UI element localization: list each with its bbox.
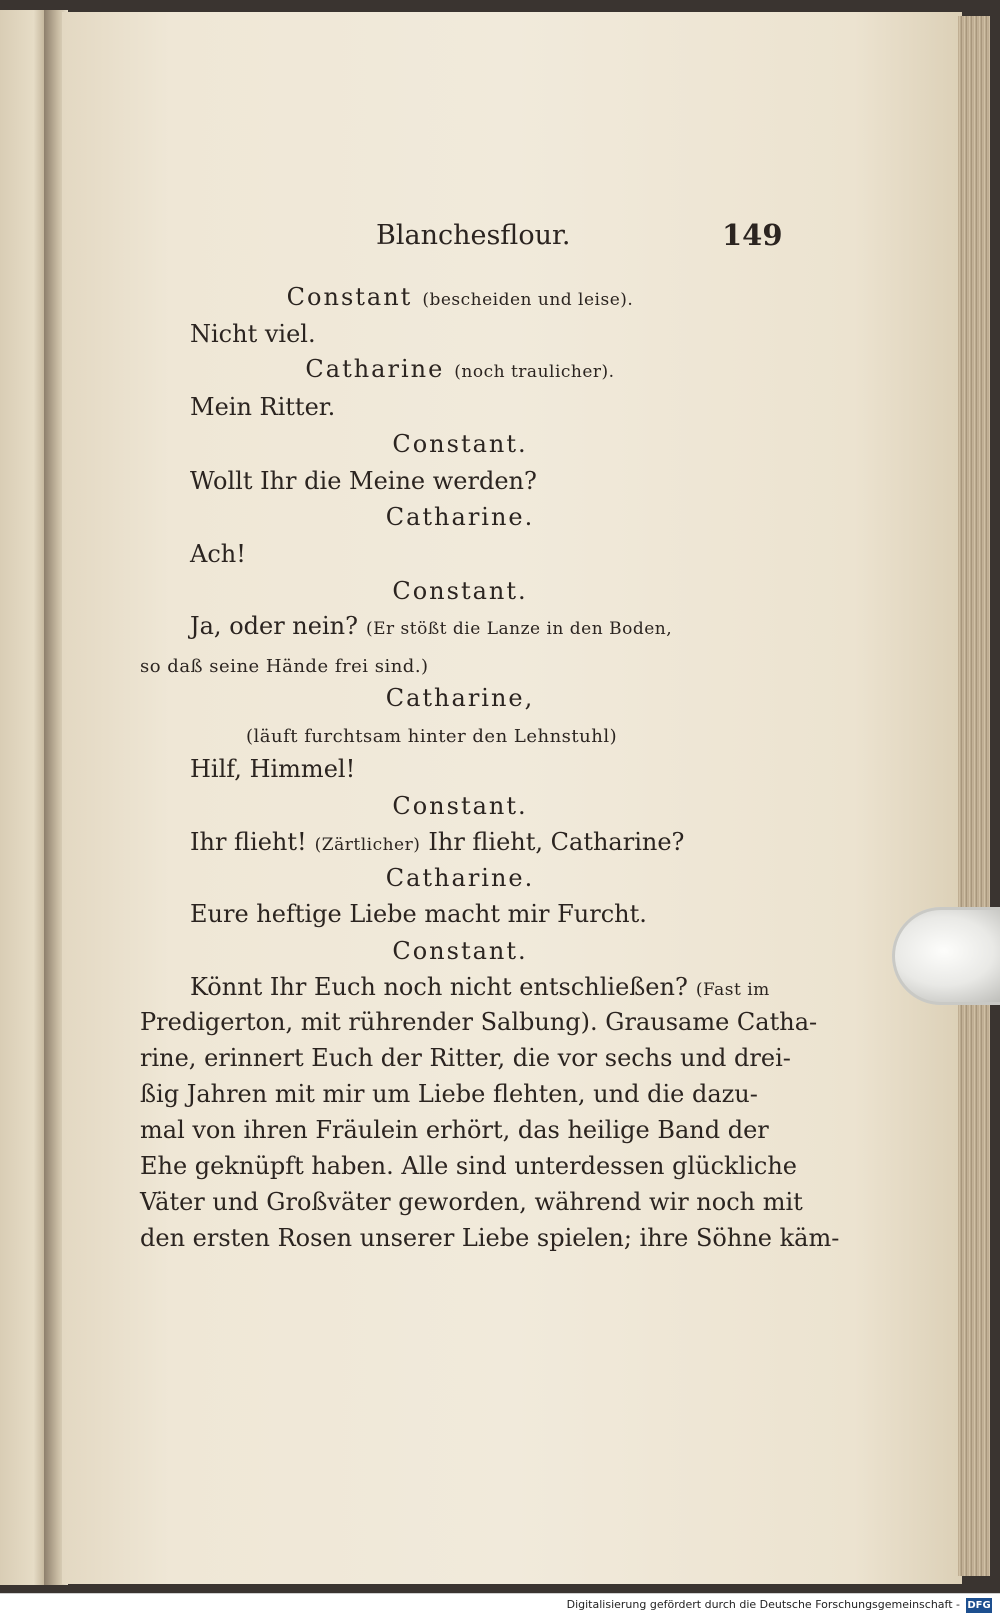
speech-text: Predigerton, mit rührender Salbung). Grausame Catha- <box>140 1008 818 1036</box>
speech-text: Ihr flieht, Catharine? <box>428 828 685 856</box>
speech-line <box>190 540 830 568</box>
speech-line <box>190 755 830 783</box>
speech-text: Eure heftige Liebe macht mir Furcht. <box>190 900 647 928</box>
running-title: Blanchesflour. <box>376 220 571 251</box>
speech-line <box>190 320 830 348</box>
stage-direction: so daß seine Hände frei sind.) <box>140 656 429 677</box>
prose-line <box>140 1008 818 1036</box>
prose-line <box>140 1224 840 1252</box>
stage-direction: (Fast im <box>695 980 770 1000</box>
speaker-name: Catharine, <box>385 684 535 712</box>
speech-text: Wollt Ihr die Meine werden? <box>190 467 537 495</box>
speaker-line <box>140 684 780 712</box>
stage-direction: (bescheiden und leise). <box>422 290 634 310</box>
speech-text: mal von ihren Fräulein erhört, das heilige Band der <box>140 1116 769 1144</box>
speaker-line <box>140 430 780 458</box>
speaker-name: Catharine <box>305 355 445 383</box>
speech-text: Hilf, Himmel! <box>190 755 356 783</box>
speech-text: Ihr flieht! <box>190 828 307 856</box>
speaker-name: Constant. <box>392 577 528 605</box>
speech-text: Ehe geknüpft haben. Alle sind unterdessen glückliche <box>140 1152 798 1180</box>
speaker-line <box>140 577 780 605</box>
speaker-name: Constant. <box>392 430 528 458</box>
prose-line <box>140 1152 798 1180</box>
stage-direction: (Zärtlicher) <box>314 835 421 855</box>
speaker-line <box>140 937 780 965</box>
prose-line <box>140 1116 780 1144</box>
speaker-name: Constant. <box>392 937 528 965</box>
previous-page-edge <box>0 10 48 1585</box>
speech-line <box>190 900 830 928</box>
stage-direction: (läuft furchtsam hinter den Lehnstuhl) <box>246 726 618 747</box>
prose-line <box>140 1188 803 1216</box>
speech-line <box>190 393 830 421</box>
speech-line <box>190 612 830 640</box>
stage-direction-line <box>246 720 886 748</box>
speaker-name: Constant <box>286 283 413 311</box>
speech-text: Mein Ritter. <box>190 393 336 421</box>
speaker-line <box>140 503 780 531</box>
speaker-line <box>140 283 780 311</box>
speech-text: Ja, oder nein? <box>190 612 358 640</box>
speech-text: Väter und Großväter geworden, während wir noch mit <box>140 1188 803 1216</box>
page-stack-edge <box>958 16 990 1576</box>
footer-credit: Digitalisierung gefördert durch die Deutsche Forschungsgemeinschaft - <box>566 1598 960 1611</box>
speech-text: Könnt Ihr Euch noch nicht entschließen? <box>190 973 688 1001</box>
speech-text: den ersten Rosen unserer Liebe spielen; ihre Söhne käm- <box>140 1224 840 1252</box>
speaker-name: Constant. <box>392 792 528 820</box>
speech-text: ßig Jahren mit mir um Liebe flehten, und die dazu- <box>140 1080 758 1108</box>
speaker-name: Catharine. <box>385 864 535 892</box>
speech-line <box>190 828 830 856</box>
speech-text: Ach! <box>190 540 246 568</box>
stage-direction: (noch traulicher). <box>454 362 615 382</box>
speaker-line <box>140 864 780 892</box>
prose-line <box>140 1080 780 1108</box>
prose-line <box>140 1044 791 1072</box>
speaker-name: Catharine. <box>385 503 535 531</box>
bookmark-tab <box>892 907 1000 1005</box>
stage-direction: (Er stößt die Lanze in den Boden, <box>365 619 673 639</box>
stage-direction-line <box>140 650 780 678</box>
dfg-logo: DFG <box>967 1600 991 1611</box>
speech-line <box>190 467 830 495</box>
speech-text: Nicht viel. <box>190 320 316 348</box>
speech-text: rine, erinnert Euch der Ritter, die vor sechs und drei- <box>140 1044 791 1072</box>
footer-bar <box>0 1593 1000 1619</box>
speaker-line <box>140 792 780 820</box>
speech-line <box>190 973 830 1001</box>
page-number: 149 <box>722 218 783 252</box>
speaker-line <box>140 355 780 383</box>
